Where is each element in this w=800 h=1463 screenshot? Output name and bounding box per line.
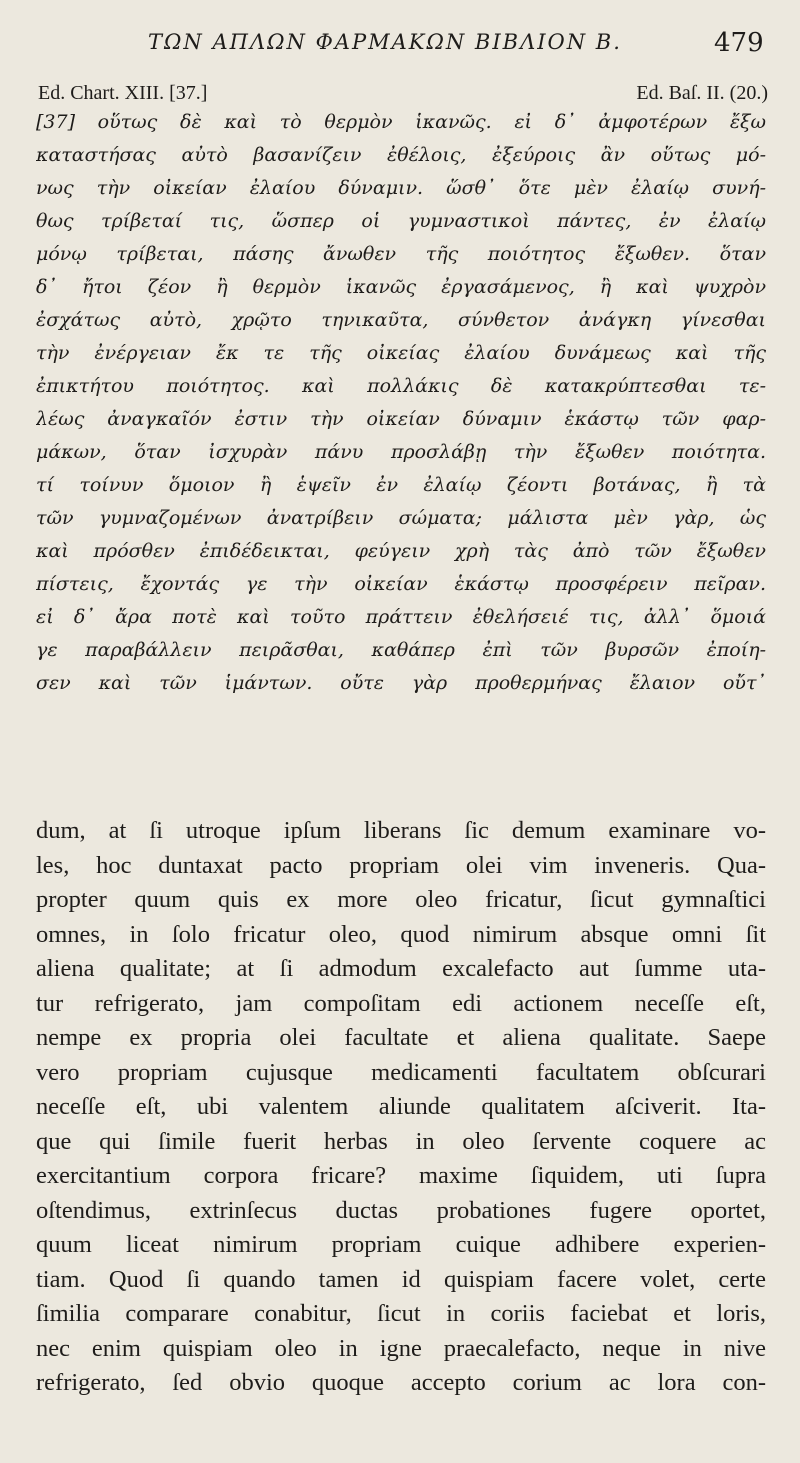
- edition-reference-line: [38, 82, 768, 108]
- greek-line: δ᾽ ἤτοι ζέον ἢ θερμὸν ἱκανῶς ἐργασάμενος, ἢ καὶ ψυχρὸν: [36, 276, 766, 298]
- greek-line: καὶ πρόσθεν ἐπιδέδεικται, φεύγειν χρὴ τὰς ἀπὸ τῶν ἔξωθεν: [36, 540, 766, 562]
- greek-line: εἰ δ᾽ ἄρα ποτὲ καὶ τοῦτο πράττειν ἐθελήσειέ τις, ἀλλ᾽ ὅμοιά: [36, 606, 766, 628]
- latin-line: tiam. Quod ſi quando tamen id quispiam facere volet, certe: [36, 1265, 766, 1293]
- greek-line: καταστήσας αὐτὸ βασανίζειν ἐθέλοις, ἐξεύροις ἂν οὕτως μό-: [36, 144, 766, 166]
- greek-line: [37] οὕτως δὲ καὶ τὸ θερμὸν ἱκανῶς. εἰ δ᾽ ἀμφοτέρων ἔξω: [36, 111, 766, 133]
- greek-line: τί τοίνυν ὅμοιον ἢ ἑψεῖν ἐν ἐλαίῳ ζέοντι βοτάνας, ἢ τὰ: [36, 474, 766, 496]
- running-title: ΤΩΝ ΑΠΛΩΝ ΦΑΡΜΑΚΩΝ ΒΙΒΛΙΟΝ Β.: [148, 30, 622, 54]
- greek-line: τῶν γυμναζομένων ἀνατρίβειν σώματα; μάλιστα μὲν γὰρ, ὡς: [36, 507, 766, 529]
- greek-line: τὴν ἐνέργειαν ἔκ τε τῆς οἰκείας ἐλαίου δυνάμεως καὶ τῆς: [36, 342, 766, 364]
- greek-line: πίστεις, ἔχοντάς γε τὴν οἰκείαν ἑκάστῳ προσφέρειν πεῖραν.: [36, 573, 766, 595]
- greek-line: μόνῳ τρίβεται, πάσης ἄνωθεν τῆς ποιότητος ἔξωθεν. ὅταν: [36, 243, 766, 265]
- edition-chartier-ref: Ed. Chart. XIII. [37.]: [38, 82, 208, 104]
- latin-line: que qui ſimile fuerit herbas in oleo ſervente coquere ac: [36, 1127, 766, 1155]
- greek-line: λέως ἀναγκαῖόν ἐστιν τὴν οἰκείαν δύναμιν ἑκάστῳ τῶν φαρ-: [36, 408, 766, 430]
- latin-line: omnes, in ſolo fricatur oleo, quod nimirum absque omni ſit: [36, 920, 766, 948]
- greek-line: νως τὴν οἰκείαν ἐλαίου δύναμιν. ὥσθ᾽ ὅτε μὲν ἐλαίῳ συνή-: [36, 177, 766, 199]
- latin-line: ſimilia comparare conabitur, ſicut in coriis faciebat et loris,: [36, 1300, 766, 1327]
- page-number: 479: [714, 28, 764, 58]
- latin-line: vero propriam cujusque medicamenti facultatem obſcurari: [36, 1058, 766, 1086]
- latin-line: neceſſe eſt, ubi valentem aliunde qualitatem aſciverit. Ita-: [36, 1093, 766, 1120]
- latin-line: oſtendimus, extrinſecus ductas probationes fugere oportet,: [36, 1196, 766, 1224]
- greek-line: σεν καὶ τῶν ἱμάντων. οὔτε γὰρ προθερμήνας ἔλαιον οὔτ᾽: [36, 672, 766, 694]
- latin-line: les, hoc duntaxat pacto propriam olei vim inveneris. Qua-: [36, 851, 766, 879]
- greek-line: γε παραβάλλειν πειρᾶσθαι, καθάπερ ἐπὶ τῶν βυρσῶν ἐποίη-: [36, 639, 766, 661]
- latin-line: exercitantium corpora fricare? maxime ſiquidem, uti ſupra: [36, 1162, 766, 1189]
- edition-basel-ref: Ed. Baſ. II. (20.): [636, 82, 768, 104]
- greek-text-block: [36, 106, 766, 700]
- greek-line: ἐπικτήτου ποιότητος. καὶ πολλάκις δὲ κατακρύπτεσθαι τε-: [36, 375, 766, 397]
- latin-line: aliena qualitate; at ſi admodum excalefacto aut ſumme uta-: [36, 955, 766, 982]
- latin-line: refrigerato, ſed obvio quoque accepto corium ac lora con-: [36, 1369, 766, 1396]
- latin-text-block: [36, 814, 766, 1401]
- greek-line: θως τρίβεταί τις, ὥσπερ οἱ γυμναστικοὶ πάντες, ἐν ἐλαίῳ: [36, 210, 766, 232]
- latin-line: tur refrigerato, jam compoſitam edi actionem neceſſe eſt,: [36, 989, 766, 1017]
- latin-line: quum liceat nimirum propriam cuique adhibere experien-: [36, 1231, 766, 1258]
- latin-line: dum, at ſi utroque ipſum liberans ſic demum examinare vo-: [36, 817, 766, 844]
- latin-line: nec enim quispiam oleo in igne praecalefacto, neque in nive: [36, 1334, 766, 1362]
- running-head: [0, 30, 800, 64]
- greek-line: μάκων, ὅταν ἰσχυρὰν πάνυ προσλάβῃ τὴν ἔξωθεν ποιότητα.: [36, 441, 766, 463]
- latin-line: propter quum quis ex more oleo fricatur, ſicut gymnaſtici: [36, 886, 766, 913]
- greek-line: ἐσχάτως αὐτὸ, χρῷτο τηνικαῦτα, σύνθετον ἀνάγκη γίνεσθαι: [36, 309, 766, 331]
- latin-line: nempe ex propria olei facultate et aliena qualitate. Saepe: [36, 1024, 766, 1051]
